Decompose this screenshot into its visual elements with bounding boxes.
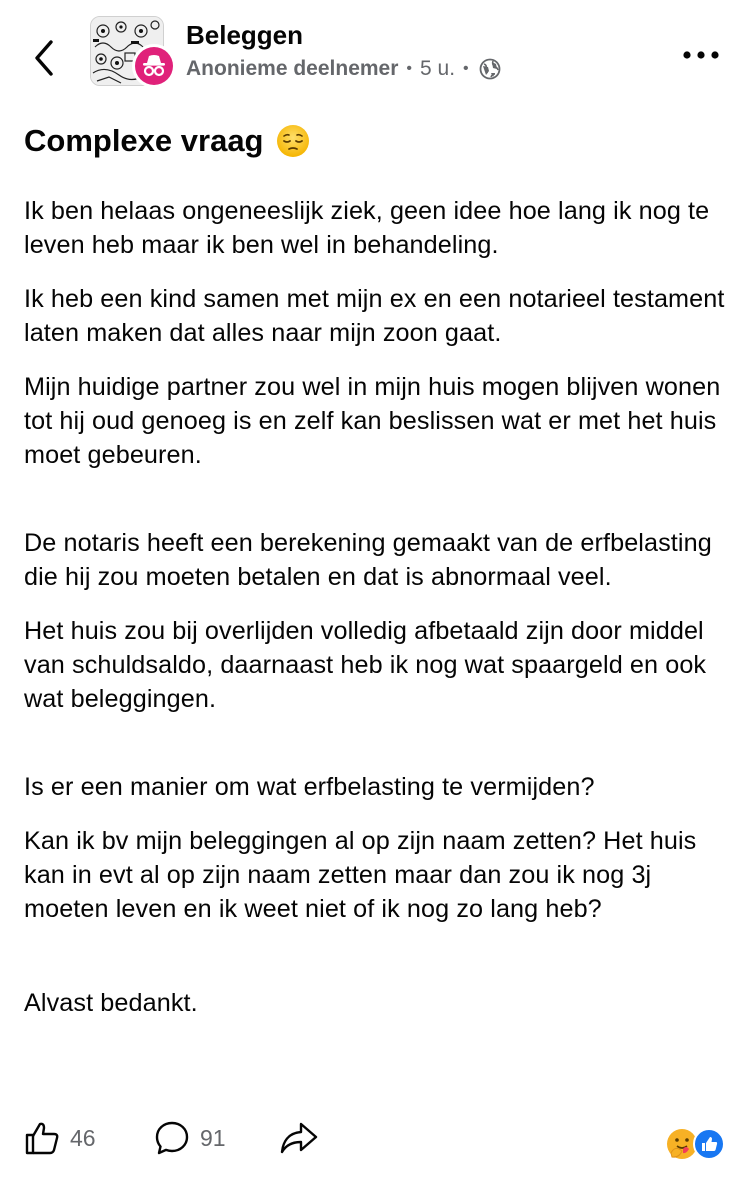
post-meta [186,57,501,81]
more-icon [681,50,721,60]
post-paragraph: Mijn huidige partner zou wel in mijn huis mogen blijven wonen tot hij oud genoeg is en zelf kan beslissen wat er met het huis moet gebeuren. [24,373,721,469]
like-button[interactable] [24,1120,96,1156]
post-header [0,0,749,100]
chevron-left-icon [32,38,56,78]
separator-dot: • [406,60,413,77]
post-body [24,120,734,1040]
pensive-face-icon [276,124,310,158]
post-paragraph: Alvast bedankt. [24,989,198,1017]
post-title [24,120,734,162]
comment-button[interactable] [154,1120,226,1156]
post-actions [0,1120,749,1170]
share-button[interactable] [280,1120,318,1156]
post-paragraph: Het huis zou bij overlijden volledig afbetaald zijn door middel van schuldsaldo, daarnaast heb ik nog wat spaargeld en ook wat beleggingen. [24,617,707,713]
post-paragraph: Is er een manier om wat erfbelasting te vermijden? [24,773,595,801]
separator-dot: • [463,60,469,77]
group-name[interactable]: Beleggen [186,20,304,50]
post-paragraph: Kan ik bv mijn beleggingen al op zijn naam zetten? Het huis kan in evt al op zijn naam zetten maar dan zou ik nog 3j moeten leven en ik weet niet of ik nog zo lang heb? [24,827,697,923]
anonymous-avatar-icon [140,52,168,80]
like-icon [24,1120,60,1156]
post-time[interactable]: 5 u. [420,57,456,80]
more-options-button[interactable] [679,40,723,70]
like-count: 46 [70,1124,96,1151]
author-name[interactable]: Anonieme deelnemer [186,57,399,80]
group-avatar-area[interactable] [90,16,166,88]
anonymous-avatar-bg [135,47,173,85]
post-paragraph: Ik heb een kind samen met mijn ex en een notarieel testament laten maken dat alles naar mijn zoon gaat. [24,285,725,347]
post-title-text: Complexe vraag [24,123,264,158]
reaction-summary[interactable] [665,1124,729,1164]
post-paragraph: Ik ben helaas ongeneeslijk ziek, geen idee hoe lang ik nog te leven heb maar ik ben wel in behandeling. [24,197,710,259]
comment-count: 91 [200,1124,226,1151]
share-icon [280,1120,318,1156]
back-button[interactable] [26,34,62,82]
post-paragraph: De notaris heeft een berekening gemaakt van de erfbelasting die hij zou moeten betalen en dat is abnormaal veel. [24,529,712,591]
like-reaction-icon [693,1128,725,1160]
anonymous-avatar[interactable] [132,44,176,88]
globe-icon [479,58,501,80]
comment-icon [154,1120,190,1156]
